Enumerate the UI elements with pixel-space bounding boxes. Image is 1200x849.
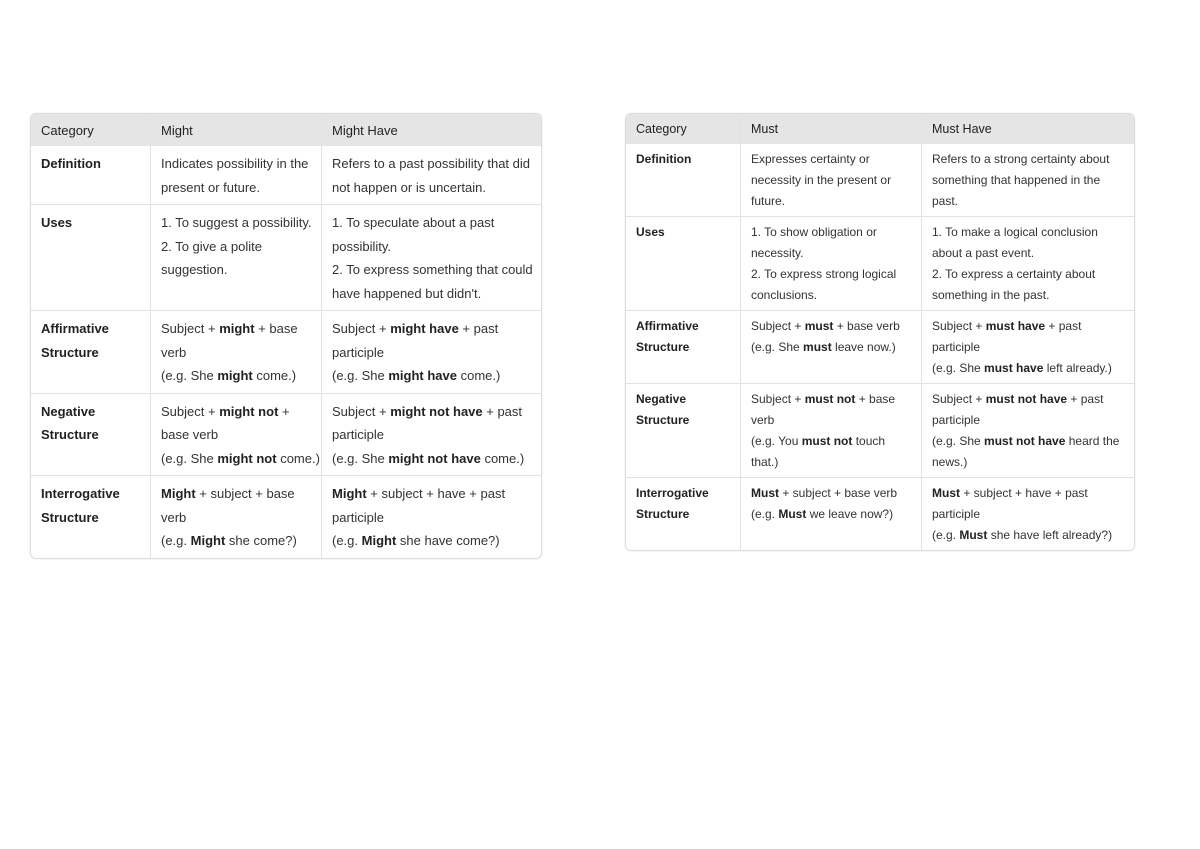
cell-text: 2. To express a certainty about bbox=[932, 267, 1096, 281]
cell-line bbox=[332, 400, 531, 424]
table-cell bbox=[151, 394, 322, 477]
keyword-text: Must bbox=[959, 528, 988, 542]
cell-text: (e.g. She bbox=[332, 368, 389, 383]
category-cell bbox=[31, 476, 151, 558]
table-cell bbox=[741, 144, 922, 217]
table-cell bbox=[151, 476, 322, 558]
cell-text: (e.g. She bbox=[751, 340, 804, 354]
cell-line bbox=[332, 258, 531, 282]
cell-text: come.) bbox=[276, 450, 320, 466]
category-cell bbox=[626, 217, 741, 311]
keyword-text: must bbox=[804, 319, 834, 333]
category-label: Interrogative bbox=[636, 486, 709, 500]
table-cell bbox=[922, 217, 1134, 311]
cell-text: + bbox=[278, 403, 290, 419]
cell-text: Subject + bbox=[332, 403, 391, 419]
cell-line bbox=[332, 341, 531, 365]
cell-line bbox=[161, 506, 311, 530]
cell-text: she come?) bbox=[225, 533, 297, 548]
keyword-text: must have bbox=[984, 361, 1044, 375]
cell-line bbox=[161, 364, 311, 388]
cell-line bbox=[161, 258, 311, 282]
column-header: Must bbox=[741, 114, 922, 144]
cell-text: + subject + have + past bbox=[960, 486, 1088, 500]
cell-line bbox=[751, 504, 911, 525]
cell-text: (e.g. She bbox=[161, 368, 218, 383]
table-cell bbox=[922, 311, 1134, 384]
cell-line bbox=[161, 317, 311, 341]
cell-line bbox=[932, 483, 1124, 504]
keyword-text: must not bbox=[801, 434, 853, 448]
cell-text: we leave now?) bbox=[806, 507, 894, 521]
table-cell bbox=[741, 217, 922, 311]
keyword-text: might have bbox=[390, 321, 459, 336]
cell-text: base verb bbox=[161, 427, 219, 442]
cell-text: Subject + bbox=[161, 321, 220, 336]
cell-line bbox=[332, 506, 531, 530]
table-cell bbox=[151, 311, 322, 394]
category-label: Structure bbox=[636, 413, 690, 427]
cell-text: + base verb bbox=[833, 319, 900, 333]
cell-text: 1. To make a logical conclusion bbox=[932, 225, 1098, 239]
cell-line bbox=[932, 431, 1124, 452]
cell-text: come.) bbox=[252, 368, 297, 383]
cell-text: + base bbox=[254, 321, 298, 336]
cell-text: (e.g. She bbox=[332, 450, 389, 466]
cell-text: + past bbox=[1045, 319, 1082, 333]
cell-line bbox=[932, 337, 1124, 358]
cell-line bbox=[751, 285, 911, 306]
cell-text: participle bbox=[332, 344, 385, 360]
category-label: Uses bbox=[41, 215, 73, 230]
cell-text: (e.g. bbox=[332, 533, 362, 548]
cell-text: 1. To suggest a possibility. bbox=[161, 215, 312, 230]
cell-text: something in the past. bbox=[932, 288, 1050, 302]
category-label: Negative bbox=[636, 392, 687, 406]
table-row bbox=[626, 478, 1134, 550]
cell-text: necessity. bbox=[751, 246, 804, 260]
keyword-text: might bbox=[219, 321, 255, 336]
keyword-text: Might bbox=[332, 486, 367, 501]
cell-text: participle bbox=[932, 413, 981, 427]
cell-text: come.) bbox=[457, 368, 501, 383]
cell-text: 2. To express strong logical bbox=[751, 267, 897, 281]
cell-line bbox=[932, 285, 1124, 306]
category-label: Negative bbox=[41, 403, 96, 419]
keyword-text: might not have bbox=[390, 403, 483, 419]
cell-text: verb bbox=[751, 413, 775, 427]
cell-text: Subject + bbox=[932, 392, 986, 406]
column-header: Might Have bbox=[322, 114, 541, 146]
category-label: Definition bbox=[636, 152, 692, 166]
table-row bbox=[31, 205, 541, 311]
cell-line bbox=[161, 152, 311, 176]
keyword-text: must not bbox=[804, 392, 856, 406]
keyword-text: Might bbox=[361, 533, 397, 548]
cell-text: + base bbox=[855, 392, 896, 406]
cell-text: conclusions. bbox=[751, 288, 818, 302]
cell-text: have happened but didn't. bbox=[332, 285, 482, 301]
cell-text: verb bbox=[161, 344, 187, 360]
cell-line bbox=[932, 243, 1124, 264]
cell-line bbox=[932, 316, 1124, 337]
column-header: Must Have bbox=[922, 114, 1134, 144]
cell-line bbox=[332, 211, 531, 235]
cell-line bbox=[751, 431, 911, 452]
cell-line bbox=[932, 191, 1124, 212]
table-cell bbox=[741, 384, 922, 478]
cell-line bbox=[332, 364, 531, 388]
cell-line bbox=[161, 235, 311, 259]
cell-text: present or future. bbox=[161, 179, 260, 195]
category-cell bbox=[626, 478, 741, 550]
cell-line bbox=[161, 400, 311, 424]
header-row bbox=[31, 114, 541, 146]
keyword-text: must have bbox=[985, 319, 1046, 333]
cell-line bbox=[932, 149, 1124, 170]
cell-line bbox=[932, 222, 1124, 243]
cell-line bbox=[751, 452, 911, 473]
table-row bbox=[31, 394, 541, 477]
table-row bbox=[626, 311, 1134, 384]
might-table bbox=[30, 113, 542, 559]
cell-text: Subject + bbox=[332, 321, 391, 336]
table-cell bbox=[322, 476, 541, 558]
table-cell bbox=[922, 144, 1134, 217]
cell-line bbox=[932, 410, 1124, 431]
keyword-text: might bbox=[217, 368, 253, 383]
keyword-text: Must bbox=[932, 486, 960, 500]
category-label: Structure bbox=[41, 509, 99, 525]
cell-line bbox=[751, 222, 911, 243]
category-cell bbox=[626, 384, 741, 478]
cell-text: 2. To give a polite bbox=[161, 238, 262, 254]
cell-text: Indicates possibility in the bbox=[161, 156, 309, 171]
table-row bbox=[31, 146, 541, 205]
cell-line bbox=[332, 317, 531, 341]
category-label: Structure bbox=[41, 427, 99, 442]
cell-text: news.) bbox=[932, 455, 968, 469]
table-row bbox=[626, 384, 1134, 478]
cell-text: Refers to a past possibility that did bbox=[332, 156, 530, 171]
category-cell bbox=[31, 311, 151, 394]
cell-line bbox=[932, 504, 1124, 525]
cell-line bbox=[161, 341, 311, 365]
cell-text: necessity in the present or bbox=[751, 173, 892, 187]
table-cell bbox=[151, 146, 322, 205]
cell-text: touch bbox=[852, 434, 886, 448]
cell-line bbox=[751, 264, 911, 285]
keyword-text: Might bbox=[161, 486, 196, 501]
cell-line bbox=[932, 452, 1124, 473]
cell-line bbox=[161, 529, 311, 553]
cell-text: + past bbox=[482, 403, 523, 419]
category-cell bbox=[31, 146, 151, 205]
cell-text: + subject + base bbox=[195, 486, 295, 501]
cell-line bbox=[332, 482, 531, 506]
keyword-text: Must bbox=[751, 486, 779, 500]
cell-line bbox=[161, 423, 311, 447]
category-label: Structure bbox=[636, 507, 690, 521]
cell-text: participle bbox=[332, 427, 385, 442]
cell-text: (e.g. She bbox=[161, 450, 218, 466]
cell-line bbox=[751, 483, 911, 504]
cell-text: future. bbox=[751, 194, 786, 208]
category-label: Definition bbox=[41, 156, 101, 171]
cell-text: possibility. bbox=[332, 238, 392, 254]
table-cell bbox=[741, 311, 922, 384]
table-cell bbox=[322, 205, 541, 311]
column-header: Category bbox=[31, 114, 151, 146]
cell-line bbox=[332, 423, 531, 447]
cell-line bbox=[751, 337, 911, 358]
cell-line bbox=[332, 447, 531, 471]
keyword-text: must bbox=[803, 340, 832, 354]
table-cell bbox=[741, 478, 922, 550]
column-header: Might bbox=[151, 114, 322, 146]
cell-text: Expresses certainty or bbox=[751, 152, 870, 166]
cell-text: 1. To show obligation or bbox=[751, 225, 877, 239]
cell-text: 2. To express something that could bbox=[332, 262, 533, 277]
cell-text: past. bbox=[932, 194, 959, 208]
keyword-text: might not have bbox=[388, 450, 481, 466]
cell-line bbox=[161, 447, 320, 471]
cell-line bbox=[751, 149, 911, 170]
keyword-text: might not bbox=[217, 450, 277, 466]
cell-text: (e.g. bbox=[932, 528, 960, 542]
cell-text: she have come?) bbox=[396, 533, 500, 548]
table-row bbox=[31, 311, 541, 394]
header-row bbox=[626, 114, 1134, 144]
cell-line bbox=[751, 243, 911, 264]
cell-line bbox=[332, 176, 531, 200]
cell-text: suggestion. bbox=[161, 262, 228, 277]
category-label: Interrogative bbox=[41, 486, 120, 501]
cell-text: (e.g. bbox=[751, 507, 779, 521]
cell-line bbox=[932, 264, 1124, 285]
keyword-text: might have bbox=[388, 368, 457, 383]
category-label: Uses bbox=[636, 225, 665, 239]
cell-line bbox=[932, 358, 1124, 379]
cell-text: (e.g. She bbox=[932, 361, 985, 375]
cell-text: Subject + bbox=[751, 319, 805, 333]
category-label: Affirmative bbox=[41, 321, 109, 336]
cell-line bbox=[932, 389, 1124, 410]
cell-line bbox=[751, 410, 911, 431]
cell-text: + subject + base verb bbox=[779, 486, 898, 500]
cell-text: something that happened in the bbox=[932, 173, 1101, 187]
cell-line bbox=[161, 176, 311, 200]
cell-text: not happen or is uncertain. bbox=[332, 179, 486, 195]
cell-line bbox=[332, 282, 531, 306]
keyword-text: might not bbox=[219, 403, 279, 419]
cell-text: participle bbox=[932, 507, 981, 521]
category-cell bbox=[626, 311, 741, 384]
table-cell bbox=[922, 384, 1134, 478]
cell-line bbox=[751, 191, 911, 212]
category-cell bbox=[626, 144, 741, 217]
cell-text: that.) bbox=[751, 455, 779, 469]
table-cell bbox=[322, 394, 541, 477]
cell-line bbox=[332, 529, 531, 553]
cell-line bbox=[751, 389, 911, 410]
cell-text: (e.g. You bbox=[751, 434, 802, 448]
cell-line bbox=[161, 482, 311, 506]
cell-line bbox=[751, 316, 911, 337]
cell-text: come.) bbox=[480, 450, 525, 466]
category-cell bbox=[31, 205, 151, 311]
keyword-text: Might bbox=[190, 533, 226, 548]
table-row bbox=[626, 144, 1134, 217]
cell-text: Subject + bbox=[161, 403, 220, 419]
cell-line bbox=[161, 211, 311, 235]
table-row bbox=[626, 217, 1134, 311]
cell-text: left already.) bbox=[1043, 361, 1112, 375]
cell-line bbox=[332, 235, 531, 259]
cell-text: she have left already?) bbox=[987, 528, 1113, 542]
cell-text: Subject + bbox=[932, 319, 986, 333]
keyword-text: Must bbox=[778, 507, 807, 521]
category-label: Structure bbox=[636, 340, 690, 354]
cell-text: + subject + have + past bbox=[366, 486, 506, 501]
table-row bbox=[31, 476, 541, 558]
keyword-text: must not have bbox=[985, 392, 1068, 406]
must-table bbox=[625, 113, 1135, 551]
cell-text: (e.g. bbox=[161, 533, 191, 548]
cell-line bbox=[932, 170, 1124, 191]
column-header: Category bbox=[626, 114, 741, 144]
cell-text: heard the bbox=[1065, 434, 1120, 448]
cell-text: + past bbox=[1067, 392, 1104, 406]
cell-text: + past bbox=[458, 321, 499, 336]
cell-text: participle bbox=[932, 340, 981, 354]
cell-text: (e.g. She bbox=[932, 434, 985, 448]
cell-line bbox=[332, 152, 531, 176]
cell-text: leave now.) bbox=[831, 340, 896, 354]
cell-text: Refers to a strong certainty about bbox=[932, 152, 1110, 166]
category-label: Affirmative bbox=[636, 319, 699, 333]
table-cell bbox=[922, 478, 1134, 550]
cell-text: participle bbox=[332, 509, 385, 525]
keyword-text: must not have bbox=[984, 434, 1066, 448]
cell-text: Subject + bbox=[751, 392, 805, 406]
cell-text: 1. To speculate about a past bbox=[332, 215, 495, 230]
cell-line bbox=[751, 170, 911, 191]
cell-text: about a past event. bbox=[932, 246, 1035, 260]
table-cell bbox=[151, 205, 322, 311]
table-cell bbox=[322, 311, 541, 394]
category-cell bbox=[31, 394, 151, 477]
cell-line bbox=[932, 525, 1124, 546]
category-label: Structure bbox=[41, 344, 99, 360]
cell-text: verb bbox=[161, 509, 187, 525]
table-cell bbox=[322, 146, 541, 205]
